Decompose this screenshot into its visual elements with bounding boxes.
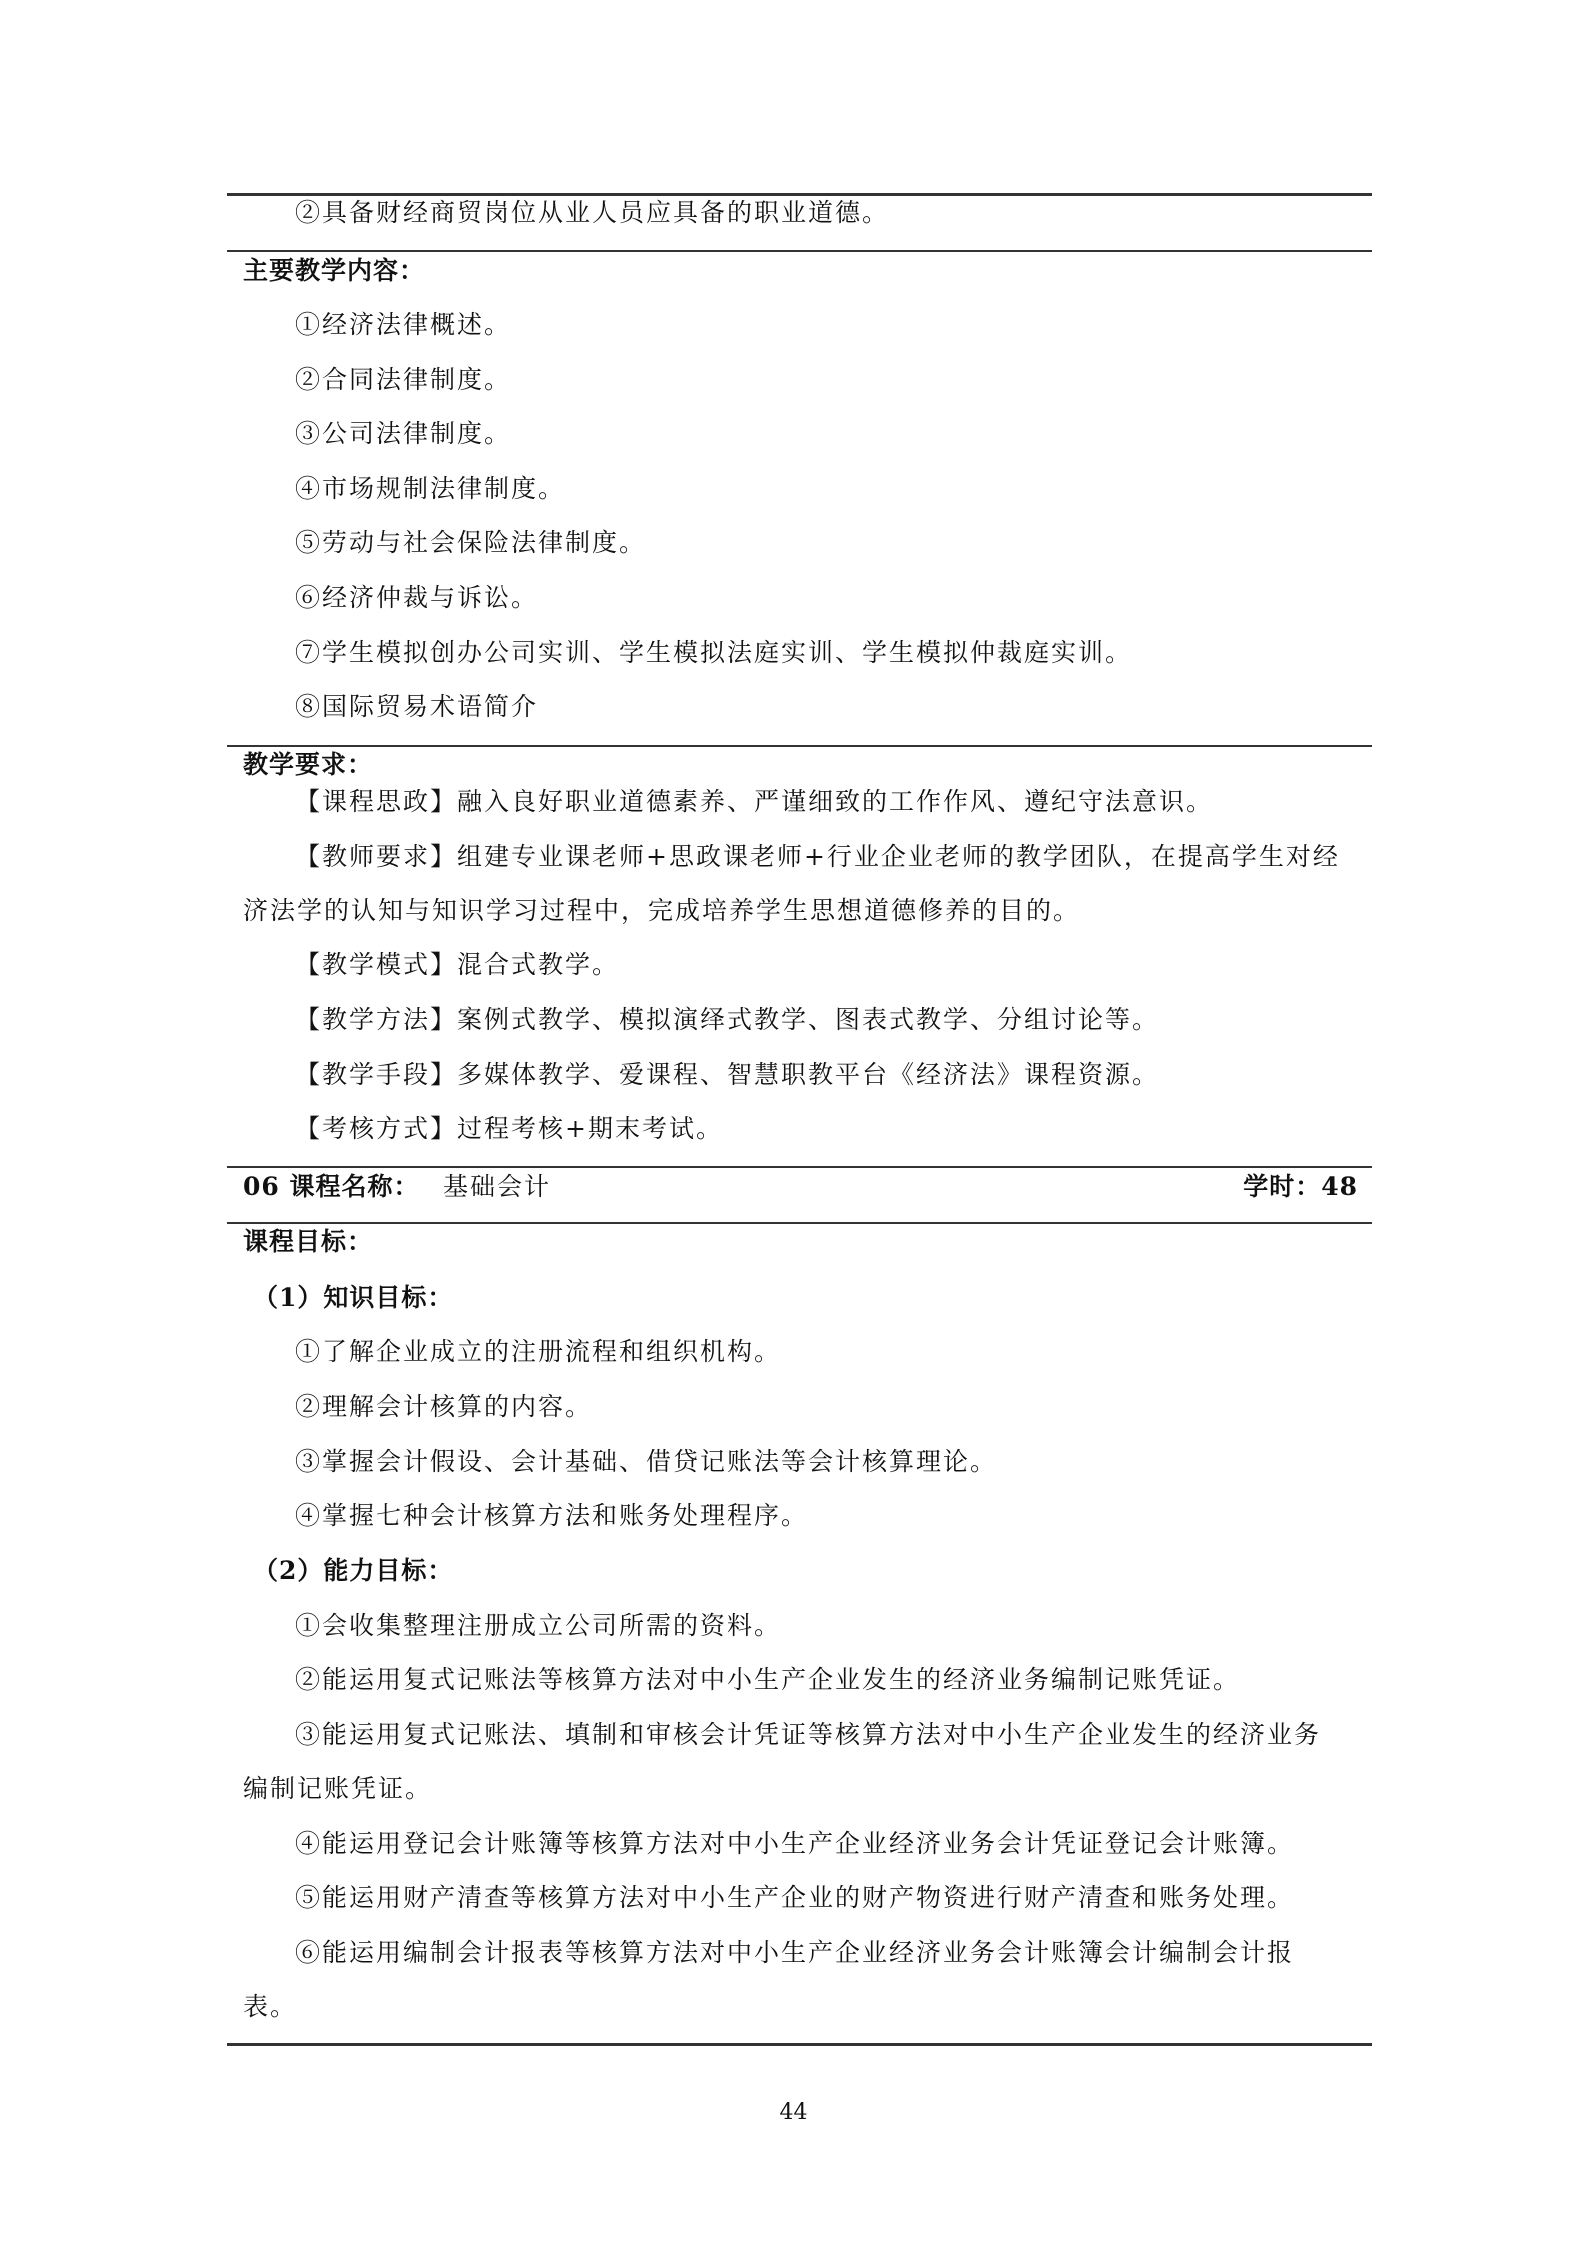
requirement-method: 【教学方法】案例式教学、模拟演绎式教学、图表式教学、分组讨论等。 [295, 1005, 1160, 1034]
ability-item-cont: 编制记账凭证。 [243, 1774, 433, 1803]
section-divider [227, 1222, 1372, 1224]
objective-item: ②具备财经商贸岗位从业人员应具备的职业道德。 [295, 198, 890, 227]
content-item: ⑤劳动与社会保险法律制度。 [295, 528, 647, 557]
ability-item: ④能运用登记会计账簿等核算方法对中小生产企业经济业务会计凭证登记会计账簿。 [295, 1829, 1295, 1858]
knowledge-item: ④掌握七种会计核算方法和账务处理程序。 [295, 1501, 809, 1530]
objectives-heading: 课程目标： [243, 1227, 374, 1256]
knowledge-heading: （1）知识目标： [253, 1283, 454, 1312]
requirements-heading: 教学要求： [243, 750, 374, 779]
content-item: ①经济法律概述。 [295, 310, 512, 339]
ability-item-cont: 表。 [243, 1992, 298, 2021]
content-item: ⑥经济仲裁与诉讼。 [295, 583, 539, 612]
course-name: 基础会计 [443, 1172, 552, 1201]
content-item: ②合同法律制度。 [295, 365, 512, 394]
content-item: ③公司法律制度。 [295, 419, 512, 448]
course-label: 06 课程名称： [243, 1172, 420, 1201]
content-item: ⑦学生模拟创办公司实训、学生模拟法庭实训、学生模拟仲裁庭实训。 [295, 638, 1133, 667]
ability-heading: （2）能力目标： [253, 1556, 454, 1585]
requirement-assessment: 【考核方式】过程考核+期末考试。 [295, 1114, 723, 1143]
course-hours: 学时：48 [1243, 1172, 1358, 1201]
ability-item: ⑥能运用编制会计报表等核算方法对中小生产企业经济业务会计账簿会计编制会计报 [295, 1938, 1295, 1967]
ability-item: ⑤能运用财产清查等核算方法对中小生产企业的财产物资进行财产清查和账务处理。 [295, 1883, 1295, 1912]
requirement-means: 【教学手段】多媒体教学、爱课程、智慧职教平台《经济法》课程资源。 [295, 1060, 1160, 1089]
section-divider [227, 745, 1372, 747]
main-content-heading: 主要教学内容： [243, 256, 426, 285]
content-item: ⑧国际贸易术语简介 [295, 692, 539, 721]
section-divider [227, 250, 1372, 252]
requirement-teacher-cont: 济法学的认知与知识学习过程中，完成培养学生思想道德修养的目的。 [243, 896, 1081, 925]
knowledge-item: ②理解会计核算的内容。 [295, 1392, 593, 1421]
section-divider [227, 1166, 1372, 1168]
requirement-teacher: 【教师要求】组建专业课老师+思政课老师+行业企业老师的教学团队，在提高学生对经 [295, 842, 1340, 871]
course-header-row [243, 1170, 1358, 1204]
ability-item: ①会收集整理注册成立公司所需的资料。 [295, 1611, 782, 1640]
table-bottom-rule [227, 2043, 1372, 2046]
requirement-mode: 【教学模式】混合式教学。 [295, 950, 620, 979]
ability-item: ②能运用复式记账法等核算方法对中小生产企业发生的经济业务编制记账凭证。 [295, 1665, 1241, 1694]
knowledge-item: ③掌握会计假设、会计基础、借贷记账法等会计核算理论。 [295, 1447, 998, 1476]
requirement-ideology: 【课程思政】融入良好职业道德素养、严谨细致的工作作风、遵纪守法意识。 [295, 787, 1214, 816]
page-number: 44 [779, 2100, 808, 2125]
knowledge-item: ①了解企业成立的注册流程和组织机构。 [295, 1337, 782, 1366]
content-item: ④市场规制法律制度。 [295, 474, 566, 503]
ability-item: ③能运用复式记账法、填制和审核会计凭证等核算方法对中小生产企业发生的经济业务 [295, 1720, 1322, 1749]
